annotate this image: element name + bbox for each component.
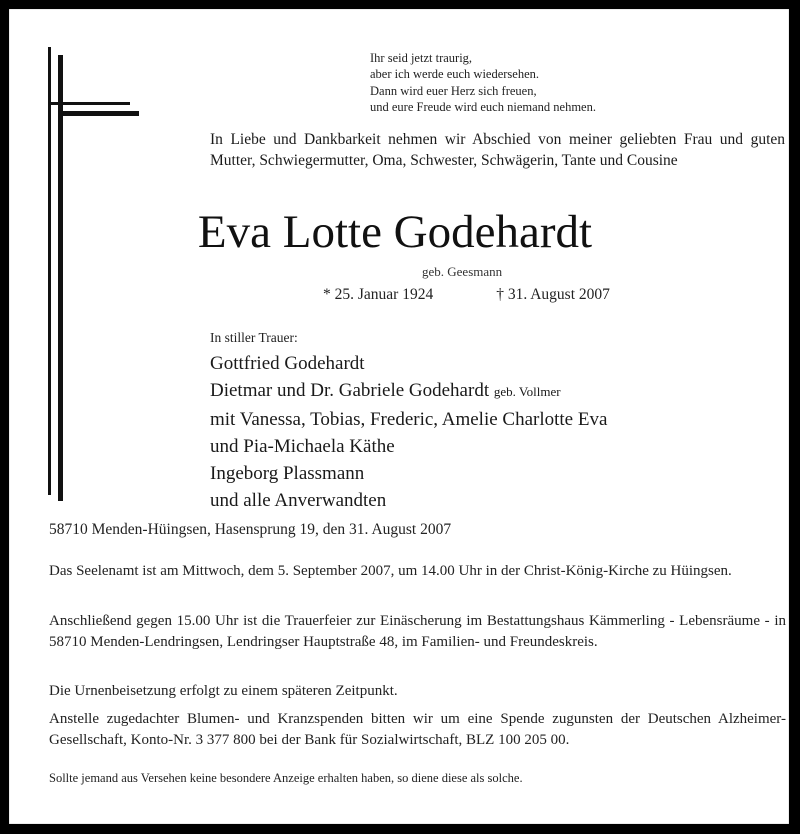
mourner-line — [210, 406, 607, 433]
intro-text: In Liebe und Dankbarkeit nehmen wir Abschied von meiner geliebten Frau und guten Mutter, Schwiegermutter, Oma, Schwester, Schwägerin, Tante und Cousine — [210, 131, 785, 169]
mourner-name: Gottfried Godehardt — [210, 353, 365, 374]
birth-date: * 25. Januar 1924 — [323, 286, 434, 303]
mourner-name: mit Vanessa, Tobias, Frederic, Amelie Charlotte Eva — [210, 408, 608, 430]
obituary-notice — [9, 9, 789, 824]
mourner-name: und Pia-Michaela Käthe — [210, 435, 395, 457]
mourner-name: Ingeborg Plassmann — [210, 463, 365, 485]
requiem-info: Das Seelenamt ist am Mittwoch, dem 5. September 2007, um 14.00 Uhr in der Christ-König-Kirche zu Hüingsen. — [49, 563, 732, 579]
maiden-name: geb. Geesmann — [422, 264, 503, 279]
deceased-name: Eva Lotte Godehardt — [197, 206, 593, 258]
poem-line: und eure Freude wird euch niemand nehmen. — [370, 99, 596, 114]
mourner-line — [210, 433, 607, 460]
mourner-line — [210, 460, 607, 487]
notice-disclaimer: Sollte jemand aus Versehen keine besondere Anzeige erhalten haben, so diene diese als solche. — [49, 771, 523, 785]
mourner-line — [210, 350, 607, 377]
urn-burial-info: Die Urnenbeisetzung erfolgt zu einem späteren Zeitpunkt. — [49, 683, 398, 699]
life-dates — [323, 286, 610, 304]
cross-horizontal-thin — [50, 102, 130, 105]
mourner-name: und alle Anverwandten — [210, 490, 387, 512]
poem-line: aber ich werde euch wiedersehen. — [370, 67, 540, 82]
deceased-name-row — [9, 204, 789, 260]
funeral-info: Anschließend gegen 15.00 Uhr ist die Trauerfeier zur Einäscherung im Bestattungshaus Kämmerling - Lebensräume - in 58710 Menden-Lendringsen, Lendringser Hauptstraße 48, im Familien- und Freundeskreis. — [49, 613, 786, 650]
mourner-line — [210, 487, 607, 514]
poem-line: Dann wird euer Herz sich freuen, — [370, 83, 537, 98]
mourner-name: Dietmar und Dr. Gabriele Godehardt — [210, 380, 490, 402]
cross-vertical-thick — [58, 55, 63, 501]
cross-icon — [9, 9, 209, 529]
cross-vertical-thin — [48, 47, 51, 495]
mourners-list — [210, 350, 607, 515]
donation-info: Anstelle zugedachter Blumen- und Kranzspenden bitten wir um eine Spende zugunsten der Deutschen Alzheimer-Gesellschaft, Konto-Nr. 3 377 800 bei der Bank für Sozialwirtschaft, BLZ 100 205 00. — [49, 711, 786, 748]
poem — [370, 50, 596, 115]
mourner-line — [210, 377, 607, 405]
mourner-maiden-name: geb. Vollmer — [493, 384, 561, 400]
poem-line: Ihr seid jetzt traurig, — [370, 51, 473, 65]
cross-horizontal-thick — [59, 111, 139, 116]
mourners-label: In stiller Trauer: — [210, 330, 298, 345]
death-date: † 31. August 2007 — [496, 286, 610, 303]
place-date: 58710 Menden-Hüingsen, Hasensprung 19, den 31. August 2007 — [49, 521, 452, 538]
